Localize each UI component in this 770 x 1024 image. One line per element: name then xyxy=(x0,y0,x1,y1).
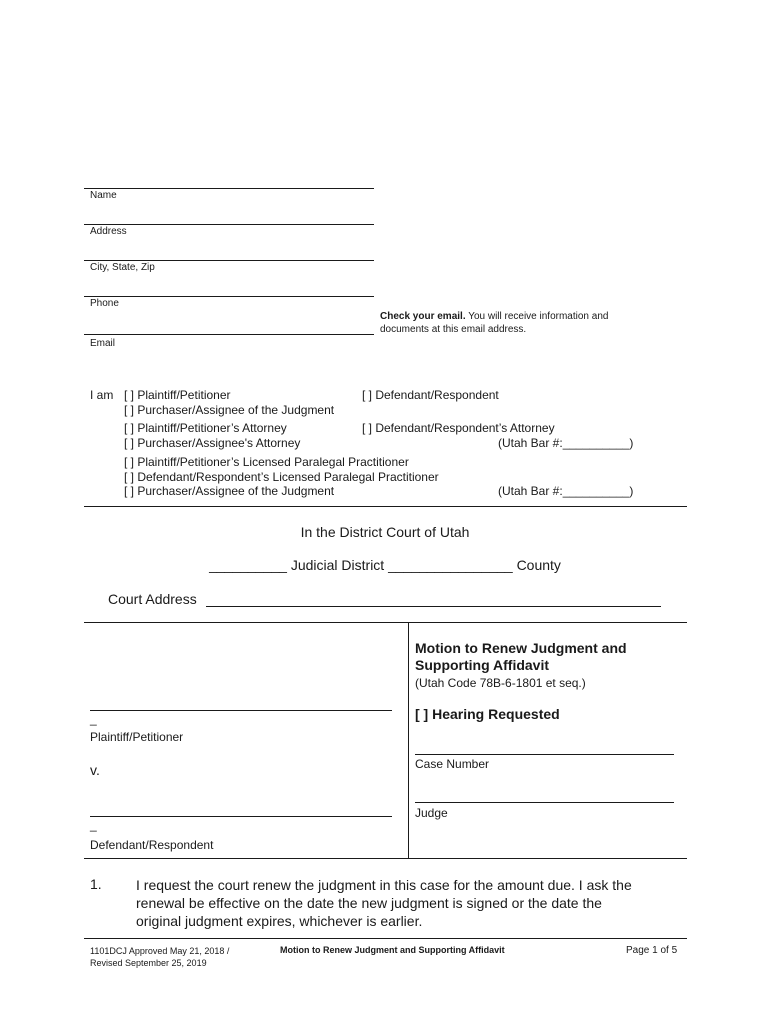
paragraph-1-text xyxy=(136,876,632,930)
versus-label: v. xyxy=(90,762,100,778)
motion-title xyxy=(415,640,627,674)
email-notice-line2: documents at this email address. xyxy=(380,324,527,335)
paragraph-1-line3: original judgment expires, whichever is earlier. xyxy=(136,913,423,929)
footer-form-id-line1: 1101DCJ Approved May 21, 2018 / xyxy=(90,946,230,956)
court-title: In the District Court of Utah xyxy=(300,524,470,540)
role-defendant[interactable]: [ ] Defendant/Respondent xyxy=(362,388,499,402)
district-blank[interactable]: __________ xyxy=(209,557,287,573)
judicial-district-label: Judicial District xyxy=(290,557,385,573)
caption-vertical-divider xyxy=(408,622,409,858)
role-plaintiff[interactable]: [ ] Plaintiff/Petitioner xyxy=(124,388,231,402)
plaintiff-name-line[interactable] xyxy=(90,710,392,711)
plaintiff-stray-mark: _ xyxy=(90,712,97,726)
city-state-zip-line[interactable] xyxy=(84,260,374,261)
county-blank[interactable]: ________________ xyxy=(388,557,513,573)
utah-bar-field-1[interactable]: (Utah Bar #:__________) xyxy=(498,436,634,450)
email-label: Email xyxy=(90,338,116,349)
roles-divider xyxy=(84,506,687,507)
case-number-label: Case Number xyxy=(415,757,490,771)
i-am-label: I am xyxy=(90,388,114,402)
footer-page-number: Page 1 of 5 xyxy=(626,945,678,956)
footer-rule xyxy=(84,938,687,939)
role-purchaser-attorney[interactable]: [ ] Purchaser/Assignee's Attorney xyxy=(124,436,301,450)
defendant-name-line[interactable] xyxy=(90,816,392,817)
court-address-line[interactable] xyxy=(206,606,661,607)
caption-top-rule xyxy=(84,622,687,623)
role-plaintiff-attorney[interactable]: [ ] Plaintiff/Petitioner’s Attorney xyxy=(124,421,287,435)
footer-revised: Revised September 25, 2019 xyxy=(90,958,207,968)
city-state-zip-label: City, State, Zip xyxy=(90,262,155,273)
email-line[interactable] xyxy=(84,334,374,335)
paragraph-1-line1: I request the court renew the judgment in this case for the amount due. I ask the xyxy=(136,877,632,893)
district-line xyxy=(0,557,770,573)
judge-label: Judge xyxy=(415,806,448,820)
phone-label: Phone xyxy=(90,298,119,309)
name-line[interactable] xyxy=(84,188,374,189)
case-number-line[interactable] xyxy=(415,754,674,755)
role-defendant-lpp[interactable]: [ ] Defendant/Respondent’s Licensed Paralegal Practitioner xyxy=(124,470,439,484)
motion-title-line2: Supporting Affidavit xyxy=(415,657,550,673)
judge-line[interactable] xyxy=(415,802,674,803)
court-address-label: Court Address xyxy=(108,591,197,607)
hearing-requested-checkbox[interactable]: [ ] Hearing Requested xyxy=(415,706,560,722)
plaintiff-label: Plaintiff/Petitioner xyxy=(90,730,184,744)
email-notice-rest: You will receive information and xyxy=(465,311,609,322)
role-purchaser-lpp[interactable]: [ ] Purchaser/Assignee of the Judgment xyxy=(124,484,335,498)
county-label: County xyxy=(516,557,561,573)
defendant-stray-mark: _ xyxy=(90,818,97,832)
motion-citation: (Utah Code 78B-6-1801 et seq.) xyxy=(415,676,586,690)
footer-form-id xyxy=(90,945,229,969)
caption-bottom-rule xyxy=(84,858,687,859)
role-purchaser[interactable]: [ ] Purchaser/Assignee of the Judgment xyxy=(124,403,335,417)
role-plaintiff-lpp[interactable]: [ ] Plaintiff/Petitioner’s Licensed Paralegal Practitioner xyxy=(124,455,409,469)
email-notice-bold: Check your email. xyxy=(380,311,466,322)
role-defendant-attorney[interactable]: [ ] Defendant/Respondent’s Attorney xyxy=(362,421,555,435)
paragraph-1-number: 1. xyxy=(90,876,102,892)
phone-line[interactable] xyxy=(84,296,374,297)
paragraph-1-line2: renewal be effective on the date the new judgment is signed or the date the xyxy=(136,895,602,911)
motion-title-line1: Motion to Renew Judgment and xyxy=(415,640,627,656)
name-label: Name xyxy=(90,190,117,201)
defendant-label: Defendant/Respondent xyxy=(90,838,214,852)
email-notice xyxy=(380,310,608,336)
address-label: Address xyxy=(90,226,127,237)
address-line[interactable] xyxy=(84,224,374,225)
utah-bar-field-2[interactable]: (Utah Bar #:__________) xyxy=(498,484,634,498)
footer-title: Motion to Renew Judgment and Supporting Affidavit xyxy=(280,945,505,955)
